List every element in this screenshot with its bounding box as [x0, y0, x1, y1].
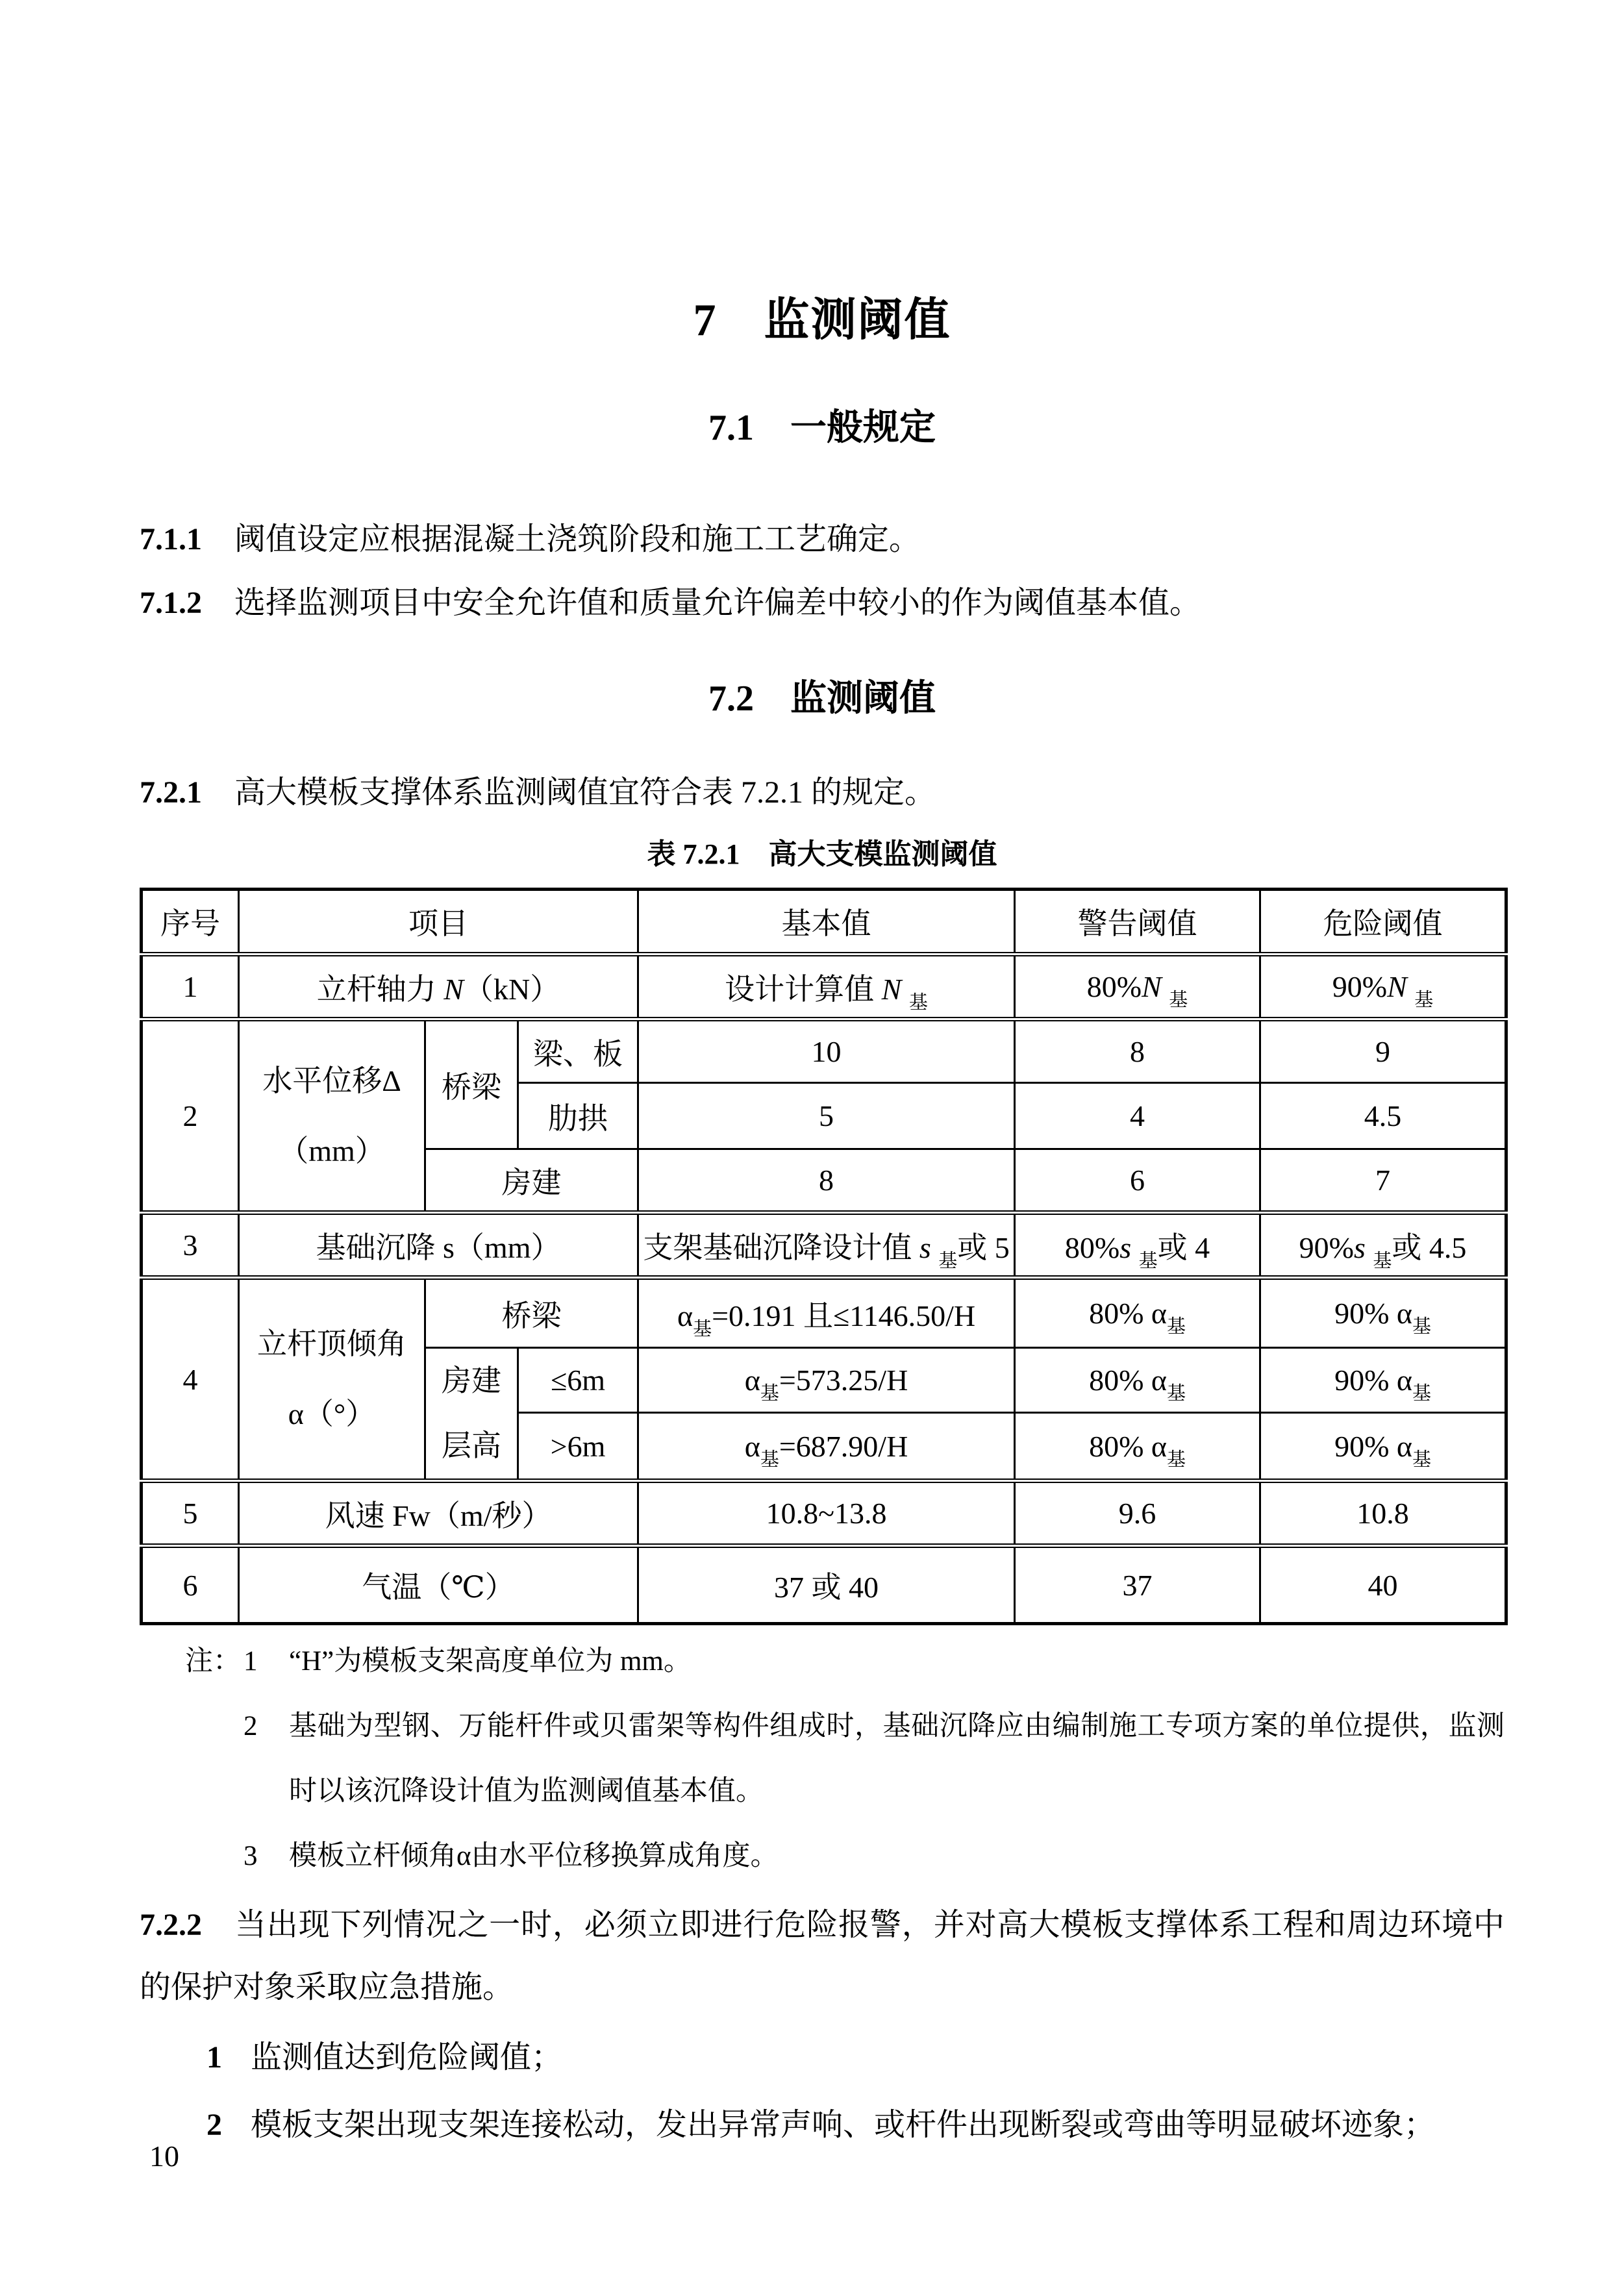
cell-danger: 90%s $_基$或 4.5	[1260, 1213, 1506, 1278]
note-number: 2	[244, 1711, 258, 1741]
cell-le6m: ≤6m	[518, 1348, 638, 1413]
cell-building: 房建	[425, 1149, 638, 1213]
cell-base: $\alpha_基=687.90/H$	[638, 1413, 1015, 1481]
clause-7-2-2	[140, 1894, 1505, 2019]
note-2	[140, 1694, 1505, 1824]
cell-no: 5	[142, 1481, 239, 1546]
cell-warn: 4	[1015, 1083, 1260, 1149]
clause-label: 7.1.1	[140, 522, 202, 556]
item-number: 2	[206, 2108, 222, 2142]
item-text: 监测值达到危险阈值；	[251, 2040, 563, 2075]
cell-danger: 7	[1260, 1149, 1506, 1213]
clause-text: 高大模板支撑体系监测阈值宜符合表 7.2.1 的规定。	[234, 775, 936, 810]
cell-warn: 80%s $_基$或 4	[1015, 1213, 1260, 1278]
table-row-4a	[142, 1278, 1506, 1348]
cell-warn: 80% $\alpha_基$	[1015, 1413, 1260, 1481]
cell-base: 8	[638, 1149, 1015, 1213]
page-number: 10	[149, 2140, 179, 2173]
cell-item: 水平位移Δ （mm）	[239, 1019, 425, 1213]
cell-no: 3	[142, 1213, 239, 1278]
threshold-table	[140, 888, 1508, 1625]
cell-item: 立杆顶倾角 α（°）	[239, 1278, 425, 1481]
note-text: “H”为模板支架高度单位为 mm。	[289, 1646, 692, 1677]
clause-label: 7.2.2	[140, 1908, 202, 1942]
cell-warn: 80% $\alpha_基$	[1015, 1278, 1260, 1348]
cell-no: 6	[142, 1546, 239, 1624]
list-item-2	[140, 2094, 1505, 2156]
clause-7-2-1	[140, 762, 1505, 824]
clause-label: 7.2.1	[140, 775, 202, 810]
cell-warn: 80%N $_基$	[1015, 955, 1260, 1019]
table-row-6	[142, 1546, 1506, 1624]
page-content	[140, 0, 1505, 2156]
cell-danger: 90% $\alpha_基$	[1260, 1348, 1506, 1413]
cell-no: 4	[142, 1278, 239, 1481]
table-row-3	[142, 1213, 1506, 1278]
cell-bridge: 桥梁	[425, 1019, 518, 1149]
note-3	[140, 1824, 1505, 1889]
list-item-1	[140, 2027, 1505, 2089]
cell-item: 风速 Fw（m/秒）	[239, 1481, 638, 1546]
chapter-heading: 7 监测阈值	[693, 295, 951, 345]
table-caption: 表 7.2.1 高大支模监测阈值	[647, 838, 997, 870]
col-header-no: 序号	[142, 890, 239, 955]
cell-danger: 4.5	[1260, 1083, 1506, 1149]
item-text: 模板支架出现支架连接松动，发出异常声响、或杆件出现断裂或弯曲等明显破坏迹象；	[251, 2108, 1436, 2142]
cell-item: 气温（℃）	[239, 1546, 638, 1624]
cell-danger: 9	[1260, 1019, 1506, 1083]
col-header-warn: 警告阈值	[1015, 890, 1260, 955]
clause-7-1-2	[140, 572, 1505, 634]
cell-base: 设计计算值 N $_基$	[638, 955, 1015, 1019]
table-header-row	[142, 890, 1506, 955]
clause-text: 阈值设定应根据混凝土浇筑阶段和施工工艺确定。	[234, 522, 921, 556]
cell-no: 2	[142, 1019, 239, 1213]
cell-warn: 37	[1015, 1546, 1260, 1624]
clause-text: 选择监测项目中安全允许值和质量允许偏差中较小的作为阈值基本值。	[234, 586, 1201, 620]
note-number: 1	[244, 1646, 258, 1677]
cell-base: $\alpha_基=0.191$ 且≤1146.50/H	[638, 1278, 1015, 1348]
note-1	[140, 1629, 1505, 1694]
cell-gt6m: >6m	[518, 1413, 638, 1481]
clause-text: 当出现下列情况之一时，必须立即进行危险报警，并对高大模板支撑体系工程和周边环境中的保护对象采取应急措施。	[140, 1908, 1505, 2004]
cell-rib-arch: 肋拱	[518, 1083, 638, 1149]
section-heading-7-2: 7.2 监测阈值	[708, 679, 936, 719]
col-header-base: 基本值	[638, 890, 1015, 955]
cell-base: 10	[638, 1019, 1015, 1083]
col-header-item: 项目	[239, 890, 638, 955]
col-header-danger: 危险阈值	[1260, 890, 1506, 955]
cell-base: 10.8~13.8	[638, 1481, 1015, 1546]
cell-warn: 8	[1015, 1019, 1260, 1083]
section-heading-7-1: 7.1 一般规定	[708, 408, 936, 448]
cell-base: 支架基础沉降设计值 s $_基$或 5	[638, 1213, 1015, 1278]
cell-base: 37 或 40	[638, 1546, 1015, 1624]
clause-label: 7.1.2	[140, 586, 202, 620]
cell-warn: 6	[1015, 1149, 1260, 1213]
cell-item: 立杆轴力 N（kN）	[239, 955, 638, 1019]
cell-no: 1	[142, 955, 239, 1019]
clause-7-1-1	[140, 508, 1505, 571]
cell-base: $\alpha_基=573.25/H$	[638, 1348, 1015, 1413]
cell-bridge: 桥梁	[425, 1278, 638, 1348]
item-number: 1	[206, 2040, 222, 2075]
cell-item: 基础沉降 s（mm）	[239, 1213, 638, 1278]
cell-warn: 9.6	[1015, 1481, 1260, 1546]
cell-beam-slab: 梁、板	[518, 1019, 638, 1083]
note-number: 3	[244, 1841, 258, 1871]
note-text: 基础为型钢、万能杆件或贝雷架等构件组成时，基础沉降应由编制施工专项方案的单位提供，监测时以该沉降设计值为监测阈值基本值。	[289, 1711, 1505, 1806]
note-label: 注：	[185, 1646, 241, 1677]
cell-danger: 40	[1260, 1546, 1506, 1624]
table-row-1	[142, 955, 1506, 1019]
cell-storey-height: 房建 层高	[425, 1348, 518, 1481]
table-row-5	[142, 1481, 1506, 1546]
cell-danger: 90%N $_基$	[1260, 955, 1506, 1019]
table-notes	[140, 1629, 1505, 1889]
cell-base: 5	[638, 1083, 1015, 1149]
note-text: 模板立杆倾角α由水平位移换算成角度。	[289, 1841, 779, 1871]
cell-danger: 90% $\alpha_基$	[1260, 1278, 1506, 1348]
cell-danger: 90% $\alpha_基$	[1260, 1413, 1506, 1481]
table-row-2a	[142, 1019, 1506, 1083]
cell-warn: 80% $\alpha_基$	[1015, 1348, 1260, 1413]
cell-danger: 10.8	[1260, 1481, 1506, 1546]
